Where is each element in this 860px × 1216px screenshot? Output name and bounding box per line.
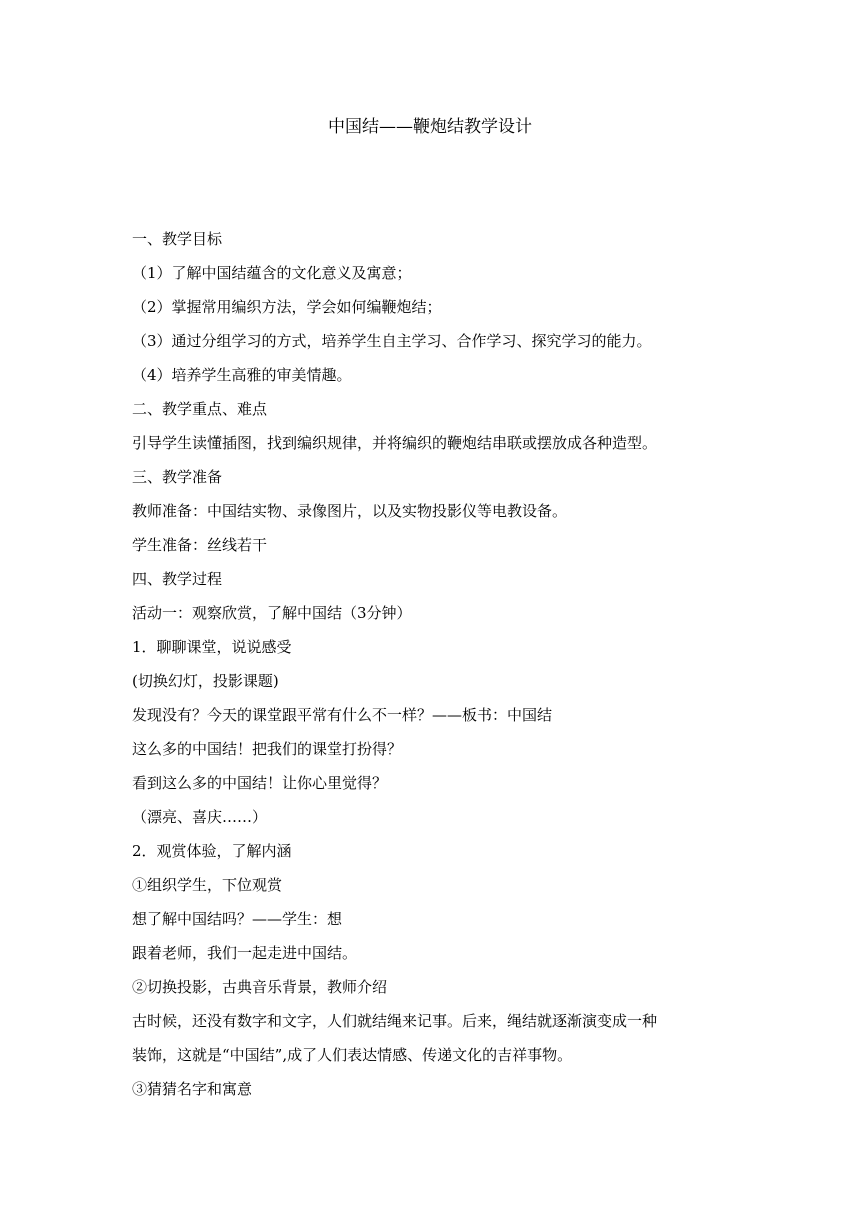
objective-item: （4）培养学生高雅的审美情趣。 <box>132 366 352 384</box>
paragraph: 发现没有？今天的课堂跟平常有什么不一样？——板书：中国结 <box>132 706 553 724</box>
step-heading: 2．观赏体验，了解内涵 <box>132 842 292 860</box>
paragraph: 教师准备：中国结实物、录像图片，以及实物投影仪等电教设备。 <box>132 502 568 520</box>
paragraph: 看到这么多的中国结！让你心里觉得？ <box>132 774 388 792</box>
paragraph: 引导学生读懂插图，找到编织规律，并将编织的鞭炮结串联或摆放成各种造型。 <box>132 434 658 452</box>
step-heading: 1．聊聊课堂，说说感受 <box>132 638 292 656</box>
paragraph: ③猜猜名字和寓意 <box>132 1080 253 1098</box>
paragraph: 古时候，还没有数字和文字，人们就结绳来记事。后来，绳结就逐渐演变成一种 <box>132 1012 658 1030</box>
paragraph: ①组织学生，下位观赏 <box>132 876 283 894</box>
paragraph: 装饰，这就是“中国结”,成了人们表达情感、传递文化的吉祥事物。 <box>132 1046 573 1064</box>
section-heading-preparation: 三、教学准备 <box>132 468 223 486</box>
activity-heading: 活动一：观察欣赏，了解中国结（3分钟） <box>132 604 412 622</box>
paragraph: 跟着老师，我们一起走进中国结。 <box>132 944 358 962</box>
paragraph: （漂亮、喜庆……） <box>132 808 268 826</box>
objective-item: （2）掌握常用编织方法，学会如何编鞭炮结； <box>132 298 442 316</box>
section-heading-process: 四、教学过程 <box>132 570 223 588</box>
paragraph: ②切换投影，古典音乐背景，教师介绍 <box>132 978 388 996</box>
section-heading-key-points: 二、教学重点、难点 <box>132 400 268 418</box>
paragraph: 这么多的中国结！把我们的课堂打扮得？ <box>132 740 403 758</box>
objective-item: （3）通过分组学习的方式，培养学生自主学习、合作学习、探究学习的能力。 <box>132 332 652 350</box>
paragraph: 想了解中国结吗？——学生：想 <box>132 910 343 928</box>
paragraph: 学生准备：丝线若干 <box>132 536 268 554</box>
section-heading-objectives: 一、教学目标 <box>132 230 223 248</box>
objective-item: （1）了解中国结蕴含的文化意义及寓意； <box>132 264 412 282</box>
paragraph: (切换幻灯，投影课题) <box>132 672 279 690</box>
document-body <box>132 222 742 1106</box>
document-title: 中国结——鞭炮结教学设计 <box>328 117 532 137</box>
